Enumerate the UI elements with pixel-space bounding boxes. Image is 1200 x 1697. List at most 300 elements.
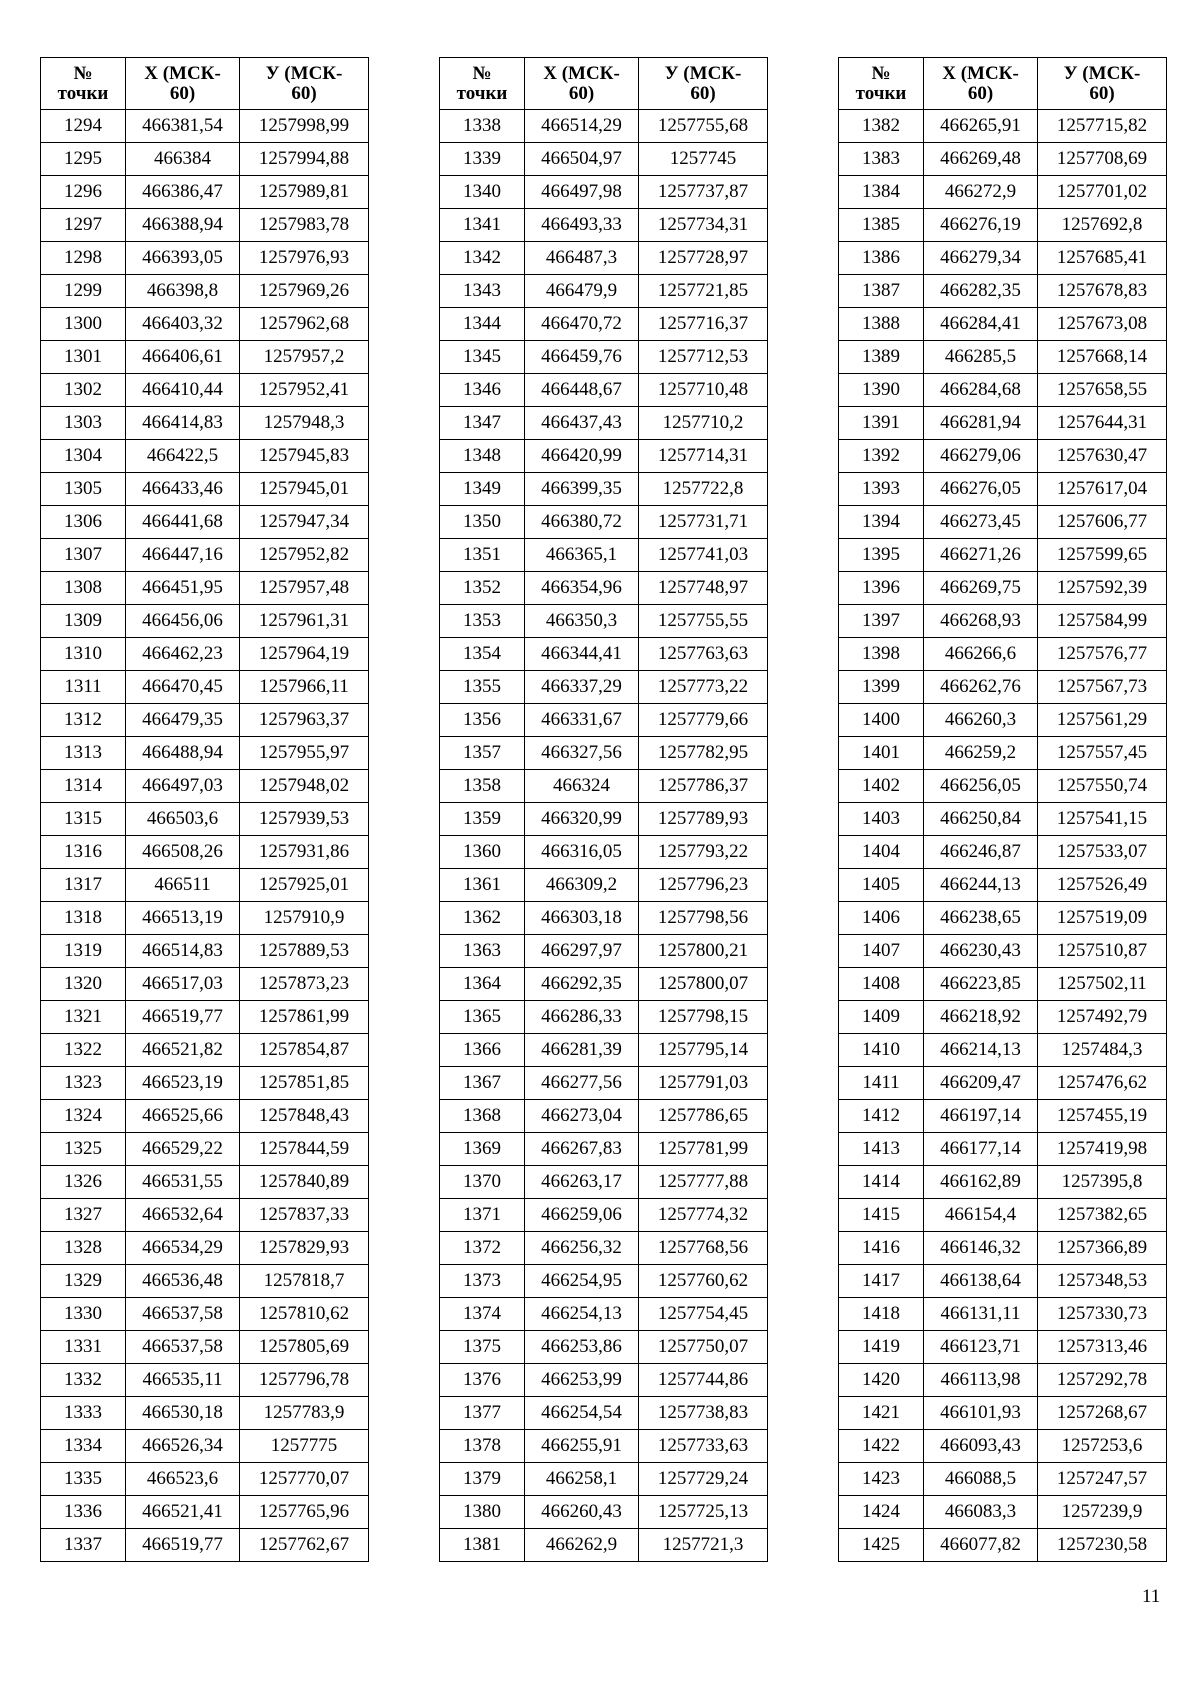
y-value-cell: 1257755,68 xyxy=(639,110,768,143)
table-row xyxy=(440,1100,768,1133)
table-row xyxy=(440,1034,768,1067)
table-row xyxy=(440,275,768,308)
point-number-cell: 1365 xyxy=(440,1001,525,1034)
x-value-cell: 466253,86 xyxy=(525,1331,639,1364)
table-row xyxy=(440,605,768,638)
y-value-cell: 1257774,32 xyxy=(639,1199,768,1232)
x-value-cell: 466534,29 xyxy=(126,1232,240,1265)
point-number-cell: 1334 xyxy=(41,1430,126,1463)
y-value-cell: 1257763,63 xyxy=(639,638,768,671)
x-value-cell: 466250,84 xyxy=(924,803,1038,836)
point-number-cell: 1425 xyxy=(839,1529,924,1562)
x-value-cell: 466244,13 xyxy=(924,869,1038,902)
point-number-cell: 1363 xyxy=(440,935,525,968)
x-value-cell: 466517,03 xyxy=(126,968,240,1001)
table-row xyxy=(440,737,768,770)
table-row xyxy=(839,506,1167,539)
point-number-cell: 1381 xyxy=(440,1529,525,1562)
x-value-cell: 466286,33 xyxy=(525,1001,639,1034)
table-row xyxy=(440,473,768,506)
y-value-cell: 1257770,07 xyxy=(240,1463,369,1496)
x-value-cell: 466521,82 xyxy=(126,1034,240,1067)
y-value-cell: 1257658,55 xyxy=(1038,374,1167,407)
point-number-header: № точки xyxy=(440,58,525,110)
x-value-cell: 466297,97 xyxy=(525,935,639,968)
table-row xyxy=(41,1298,369,1331)
point-number-cell: 1385 xyxy=(839,209,924,242)
table-row xyxy=(440,803,768,836)
x-value-cell: 466403,32 xyxy=(126,308,240,341)
y-value-cell: 1257873,23 xyxy=(240,968,369,1001)
point-number-cell: 1314 xyxy=(41,770,126,803)
table-row xyxy=(440,1265,768,1298)
y-value-cell: 1257748,97 xyxy=(639,572,768,605)
x-value-cell: 466508,26 xyxy=(126,836,240,869)
y-value-cell: 1257502,11 xyxy=(1038,968,1167,1001)
y-value-cell: 1257716,37 xyxy=(639,308,768,341)
x-value-cell: 466479,9 xyxy=(525,275,639,308)
table-row xyxy=(440,110,768,143)
y-value-cell: 1257818,7 xyxy=(240,1265,369,1298)
table-row xyxy=(839,1331,1167,1364)
y-value-cell: 1257715,82 xyxy=(1038,110,1167,143)
x-value-cell: 466525,66 xyxy=(126,1100,240,1133)
table-row xyxy=(41,1364,369,1397)
x-value-cell: 466093,43 xyxy=(924,1430,1038,1463)
y-value-cell: 1257541,15 xyxy=(1038,803,1167,836)
table-row xyxy=(839,803,1167,836)
point-number-cell: 1309 xyxy=(41,605,126,638)
table-row xyxy=(440,671,768,704)
table-row xyxy=(41,1232,369,1265)
point-number-cell: 1409 xyxy=(839,1001,924,1034)
point-number-cell: 1297 xyxy=(41,209,126,242)
table-row xyxy=(41,176,369,209)
point-number-cell: 1345 xyxy=(440,341,525,374)
x-value-cell: 466437,43 xyxy=(525,407,639,440)
y-value-cell: 1257253,6 xyxy=(1038,1430,1167,1463)
point-number-cell: 1333 xyxy=(41,1397,126,1430)
point-number-cell: 1374 xyxy=(440,1298,525,1331)
x-value-cell: 466279,06 xyxy=(924,440,1038,473)
y-value-cell: 1257796,78 xyxy=(240,1364,369,1397)
y-value-cell: 1257952,82 xyxy=(240,539,369,572)
point-number-cell: 1367 xyxy=(440,1067,525,1100)
point-number-cell: 1375 xyxy=(440,1331,525,1364)
point-number-cell: 1325 xyxy=(41,1133,126,1166)
table-row xyxy=(839,1265,1167,1298)
point-number-cell: 1383 xyxy=(839,143,924,176)
y-value-cell: 1257330,73 xyxy=(1038,1298,1167,1331)
y-value-cell: 1257533,07 xyxy=(1038,836,1167,869)
y-value-cell: 1257793,22 xyxy=(639,836,768,869)
y-value-cell: 1257395,8 xyxy=(1038,1166,1167,1199)
y-value-cell: 1257744,86 xyxy=(639,1364,768,1397)
x-value-cell: 466456,06 xyxy=(126,605,240,638)
page-number: 11 xyxy=(1142,1586,1161,1607)
point-number-header: № точки xyxy=(41,58,126,110)
table-row xyxy=(839,1364,1167,1397)
table-row xyxy=(440,968,768,1001)
x-value-cell: 466273,04 xyxy=(525,1100,639,1133)
table-row xyxy=(839,1529,1167,1562)
x-value-cell: 466262,9 xyxy=(525,1529,639,1562)
point-number-cell: 1305 xyxy=(41,473,126,506)
x-value-cell: 466393,05 xyxy=(126,242,240,275)
table-row xyxy=(41,1430,369,1463)
table-row xyxy=(839,1001,1167,1034)
y-value-cell: 1257599,65 xyxy=(1038,539,1167,572)
table-row xyxy=(440,1496,768,1529)
table-row xyxy=(41,1166,369,1199)
x-value-cell: 466177,14 xyxy=(924,1133,1038,1166)
point-number-cell: 1422 xyxy=(839,1430,924,1463)
point-number-cell: 1411 xyxy=(839,1067,924,1100)
y-value-cell: 1257931,86 xyxy=(240,836,369,869)
y-value-cell: 1257728,97 xyxy=(639,242,768,275)
x-value-cell: 466254,54 xyxy=(525,1397,639,1430)
x-value-cell: 466218,92 xyxy=(924,1001,1038,1034)
x-value-cell: 466497,03 xyxy=(126,770,240,803)
y-value-cell: 1257786,65 xyxy=(639,1100,768,1133)
x-value-cell: 466514,83 xyxy=(126,935,240,968)
point-number-cell: 1313 xyxy=(41,737,126,770)
point-number-cell: 1318 xyxy=(41,902,126,935)
x-value-cell: 466531,55 xyxy=(126,1166,240,1199)
point-number-cell: 1343 xyxy=(440,275,525,308)
x-value-cell: 466088,5 xyxy=(924,1463,1038,1496)
table-row xyxy=(41,704,369,737)
table-row xyxy=(839,242,1167,275)
x-value-cell: 466230,43 xyxy=(924,935,1038,968)
x-value-cell: 466448,67 xyxy=(525,374,639,407)
table-row xyxy=(41,1331,369,1364)
table-row xyxy=(41,572,369,605)
y-value-cell: 1257685,41 xyxy=(1038,242,1167,275)
x-value-cell: 466388,94 xyxy=(126,209,240,242)
y-value-cell: 1257957,48 xyxy=(240,572,369,605)
y-value-cell: 1257268,67 xyxy=(1038,1397,1167,1430)
x-value-cell: 466263,17 xyxy=(525,1166,639,1199)
x-value-cell: 466488,94 xyxy=(126,737,240,770)
x-value-cell: 466344,41 xyxy=(525,638,639,671)
point-number-cell: 1307 xyxy=(41,539,126,572)
point-number-cell: 1331 xyxy=(41,1331,126,1364)
x-value-cell: 466410,44 xyxy=(126,374,240,407)
y-value-cell: 1257969,26 xyxy=(240,275,369,308)
x-value-cell: 466277,56 xyxy=(525,1067,639,1100)
y-value-cell: 1257945,01 xyxy=(240,473,369,506)
point-number-cell: 1380 xyxy=(440,1496,525,1529)
y-coordinate-header: У (МСК- 60) xyxy=(639,58,768,110)
x-value-cell: 466365,1 xyxy=(525,539,639,572)
point-number-cell: 1294 xyxy=(41,110,126,143)
x-value-cell: 466254,95 xyxy=(525,1265,639,1298)
point-number-cell: 1361 xyxy=(440,869,525,902)
y-value-cell: 1257734,31 xyxy=(639,209,768,242)
y-value-cell: 1257961,31 xyxy=(240,605,369,638)
point-number-cell: 1302 xyxy=(41,374,126,407)
point-number-cell: 1350 xyxy=(440,506,525,539)
point-number-cell: 1336 xyxy=(41,1496,126,1529)
x-value-cell: 466537,58 xyxy=(126,1331,240,1364)
point-number-cell: 1393 xyxy=(839,473,924,506)
point-number-cell: 1315 xyxy=(41,803,126,836)
table-row xyxy=(41,1529,369,1562)
table-row xyxy=(839,143,1167,176)
x-value-cell: 466324 xyxy=(525,770,639,803)
table-row xyxy=(41,473,369,506)
point-number-cell: 1348 xyxy=(440,440,525,473)
y-value-cell: 1257668,14 xyxy=(1038,341,1167,374)
y-value-cell: 1257848,43 xyxy=(240,1100,369,1133)
x-value-cell: 466131,11 xyxy=(924,1298,1038,1331)
table-row xyxy=(41,1001,369,1034)
table-row xyxy=(839,539,1167,572)
y-value-cell: 1257777,88 xyxy=(639,1166,768,1199)
point-number-cell: 1300 xyxy=(41,308,126,341)
x-value-cell: 466254,13 xyxy=(525,1298,639,1331)
x-value-cell: 466269,75 xyxy=(924,572,1038,605)
x-value-cell: 466281,39 xyxy=(525,1034,639,1067)
y-value-cell: 1257805,69 xyxy=(240,1331,369,1364)
x-value-cell: 466381,54 xyxy=(126,110,240,143)
y-value-cell: 1257606,77 xyxy=(1038,506,1167,539)
y-value-cell: 1257708,69 xyxy=(1038,143,1167,176)
point-number-cell: 1395 xyxy=(839,539,924,572)
table-row xyxy=(839,1232,1167,1265)
table-row xyxy=(41,1034,369,1067)
x-value-cell: 466281,94 xyxy=(924,407,1038,440)
table-row xyxy=(440,407,768,440)
y-value-cell: 1257810,62 xyxy=(240,1298,369,1331)
y-value-cell: 1257762,67 xyxy=(240,1529,369,1562)
point-number-cell: 1335 xyxy=(41,1463,126,1496)
point-number-cell: 1399 xyxy=(839,671,924,704)
table-row xyxy=(839,1034,1167,1067)
point-number-cell: 1362 xyxy=(440,902,525,935)
y-value-cell: 1257673,08 xyxy=(1038,308,1167,341)
point-number-cell: 1303 xyxy=(41,407,126,440)
point-number-cell: 1295 xyxy=(41,143,126,176)
y-value-cell: 1257983,78 xyxy=(240,209,369,242)
y-value-cell: 1257948,02 xyxy=(240,770,369,803)
table-row xyxy=(440,1199,768,1232)
x-value-cell: 466276,19 xyxy=(924,209,1038,242)
table-row xyxy=(440,1067,768,1100)
table-row xyxy=(41,902,369,935)
point-number-cell: 1412 xyxy=(839,1100,924,1133)
point-number-cell: 1330 xyxy=(41,1298,126,1331)
x-value-cell: 466284,68 xyxy=(924,374,1038,407)
table-row xyxy=(839,308,1167,341)
x-value-cell: 466101,93 xyxy=(924,1397,1038,1430)
x-value-cell: 466162,89 xyxy=(924,1166,1038,1199)
table-row xyxy=(440,143,768,176)
y-value-cell: 1257791,03 xyxy=(639,1067,768,1100)
table-row xyxy=(440,506,768,539)
y-value-cell: 1257492,79 xyxy=(1038,1001,1167,1034)
y-value-cell: 1257800,07 xyxy=(639,968,768,1001)
y-value-cell: 1257851,85 xyxy=(240,1067,369,1100)
y-value-cell: 1257230,58 xyxy=(1038,1529,1167,1562)
point-number-cell: 1406 xyxy=(839,902,924,935)
table-row xyxy=(839,869,1167,902)
x-value-cell: 466258,1 xyxy=(525,1463,639,1496)
point-number-cell: 1312 xyxy=(41,704,126,737)
x-value-cell: 466303,18 xyxy=(525,902,639,935)
point-number-cell: 1321 xyxy=(41,1001,126,1034)
point-number-cell: 1308 xyxy=(41,572,126,605)
point-number-cell: 1413 xyxy=(839,1133,924,1166)
point-number-cell: 1401 xyxy=(839,737,924,770)
point-number-cell: 1306 xyxy=(41,506,126,539)
y-value-cell: 1257781,99 xyxy=(639,1133,768,1166)
y-value-cell: 1257692,8 xyxy=(1038,209,1167,242)
point-number-cell: 1317 xyxy=(41,869,126,902)
point-number-cell: 1370 xyxy=(440,1166,525,1199)
point-number-cell: 1353 xyxy=(440,605,525,638)
x-value-cell: 466459,76 xyxy=(525,341,639,374)
table-row xyxy=(41,1133,369,1166)
x-value-cell: 466279,34 xyxy=(924,242,1038,275)
table-row xyxy=(839,605,1167,638)
point-number-cell: 1351 xyxy=(440,539,525,572)
point-number-cell: 1347 xyxy=(440,407,525,440)
point-number-cell: 1414 xyxy=(839,1166,924,1199)
y-value-cell: 1257584,99 xyxy=(1038,605,1167,638)
table-row xyxy=(41,1067,369,1100)
x-coordinate-header: X (МСК- 60) xyxy=(924,58,1038,110)
point-number-cell: 1392 xyxy=(839,440,924,473)
table-row xyxy=(839,968,1167,1001)
y-value-cell: 1257854,87 xyxy=(240,1034,369,1067)
y-value-cell: 1257948,3 xyxy=(240,407,369,440)
y-value-cell: 1257837,33 xyxy=(240,1199,369,1232)
point-number-cell: 1310 xyxy=(41,638,126,671)
table-row xyxy=(440,1166,768,1199)
y-value-cell: 1257798,56 xyxy=(639,902,768,935)
point-number-cell: 1320 xyxy=(41,968,126,1001)
y-value-cell: 1257775 xyxy=(240,1430,369,1463)
table-row xyxy=(41,1199,369,1232)
point-number-cell: 1377 xyxy=(440,1397,525,1430)
point-number-cell: 1346 xyxy=(440,374,525,407)
x-value-cell: 466406,61 xyxy=(126,341,240,374)
table-row xyxy=(839,638,1167,671)
table-row xyxy=(440,836,768,869)
point-number-cell: 1337 xyxy=(41,1529,126,1562)
table-row xyxy=(839,737,1167,770)
table-row xyxy=(41,242,369,275)
y-value-cell: 1257731,71 xyxy=(639,506,768,539)
table-row xyxy=(839,275,1167,308)
point-number-cell: 1403 xyxy=(839,803,924,836)
point-number-cell: 1372 xyxy=(440,1232,525,1265)
point-number-cell: 1323 xyxy=(41,1067,126,1100)
table-row xyxy=(440,902,768,935)
x-value-cell: 466238,65 xyxy=(924,902,1038,935)
y-value-cell: 1257721,3 xyxy=(639,1529,768,1562)
point-number-cell: 1405 xyxy=(839,869,924,902)
x-value-cell: 466123,71 xyxy=(924,1331,1038,1364)
table-row xyxy=(839,671,1167,704)
x-value-cell: 466113,98 xyxy=(924,1364,1038,1397)
x-value-cell: 466386,47 xyxy=(126,176,240,209)
table-row xyxy=(440,869,768,902)
table-row xyxy=(839,1397,1167,1430)
point-number-cell: 1319 xyxy=(41,935,126,968)
x-value-cell: 466269,48 xyxy=(924,143,1038,176)
point-number-cell: 1368 xyxy=(440,1100,525,1133)
y-value-cell: 1257768,56 xyxy=(639,1232,768,1265)
y-value-cell: 1257783,9 xyxy=(240,1397,369,1430)
x-value-cell: 466422,5 xyxy=(126,440,240,473)
y-value-cell: 1257526,49 xyxy=(1038,869,1167,902)
x-value-cell: 466530,18 xyxy=(126,1397,240,1430)
y-value-cell: 1257939,53 xyxy=(240,803,369,836)
x-value-cell: 466256,32 xyxy=(525,1232,639,1265)
table-row xyxy=(41,407,369,440)
x-value-cell: 466276,05 xyxy=(924,473,1038,506)
y-value-cell: 1257957,2 xyxy=(240,341,369,374)
x-value-cell: 466398,8 xyxy=(126,275,240,308)
x-value-cell: 466487,3 xyxy=(525,242,639,275)
table-row xyxy=(41,671,369,704)
table-row xyxy=(41,275,369,308)
point-number-cell: 1296 xyxy=(41,176,126,209)
point-number-cell: 1416 xyxy=(839,1232,924,1265)
y-value-cell: 1257292,78 xyxy=(1038,1364,1167,1397)
x-value-cell: 466262,76 xyxy=(924,671,1038,704)
point-number-cell: 1384 xyxy=(839,176,924,209)
point-number-cell: 1364 xyxy=(440,968,525,1001)
y-value-cell: 1257239,9 xyxy=(1038,1496,1167,1529)
table-row xyxy=(41,1265,369,1298)
x-value-cell: 466462,23 xyxy=(126,638,240,671)
table-row xyxy=(440,572,768,605)
table-row xyxy=(440,308,768,341)
x-value-cell: 466223,85 xyxy=(924,968,1038,1001)
y-value-cell: 1257630,47 xyxy=(1038,440,1167,473)
y-value-cell: 1257964,19 xyxy=(240,638,369,671)
y-value-cell: 1257945,83 xyxy=(240,440,369,473)
x-value-cell: 466267,83 xyxy=(525,1133,639,1166)
x-value-cell: 466503,6 xyxy=(126,803,240,836)
x-value-cell: 466537,58 xyxy=(126,1298,240,1331)
point-number-cell: 1369 xyxy=(440,1133,525,1166)
x-value-cell: 466259,06 xyxy=(525,1199,639,1232)
table-row xyxy=(41,506,369,539)
y-value-cell: 1257966,11 xyxy=(240,671,369,704)
x-value-cell: 466399,35 xyxy=(525,473,639,506)
x-value-cell: 466384 xyxy=(126,143,240,176)
point-number-cell: 1332 xyxy=(41,1364,126,1397)
y-value-cell: 1257741,03 xyxy=(639,539,768,572)
table-row xyxy=(41,737,369,770)
table-row xyxy=(41,968,369,1001)
point-number-cell: 1304 xyxy=(41,440,126,473)
table-row xyxy=(839,1463,1167,1496)
x-value-cell: 466260,3 xyxy=(924,704,1038,737)
point-number-cell: 1378 xyxy=(440,1430,525,1463)
x-value-cell: 466529,22 xyxy=(126,1133,240,1166)
table-row xyxy=(440,176,768,209)
x-value-cell: 466523,19 xyxy=(126,1067,240,1100)
x-value-cell: 466470,45 xyxy=(126,671,240,704)
y-value-cell: 1257755,55 xyxy=(639,605,768,638)
x-coordinate-header: X (МСК- 60) xyxy=(126,58,240,110)
